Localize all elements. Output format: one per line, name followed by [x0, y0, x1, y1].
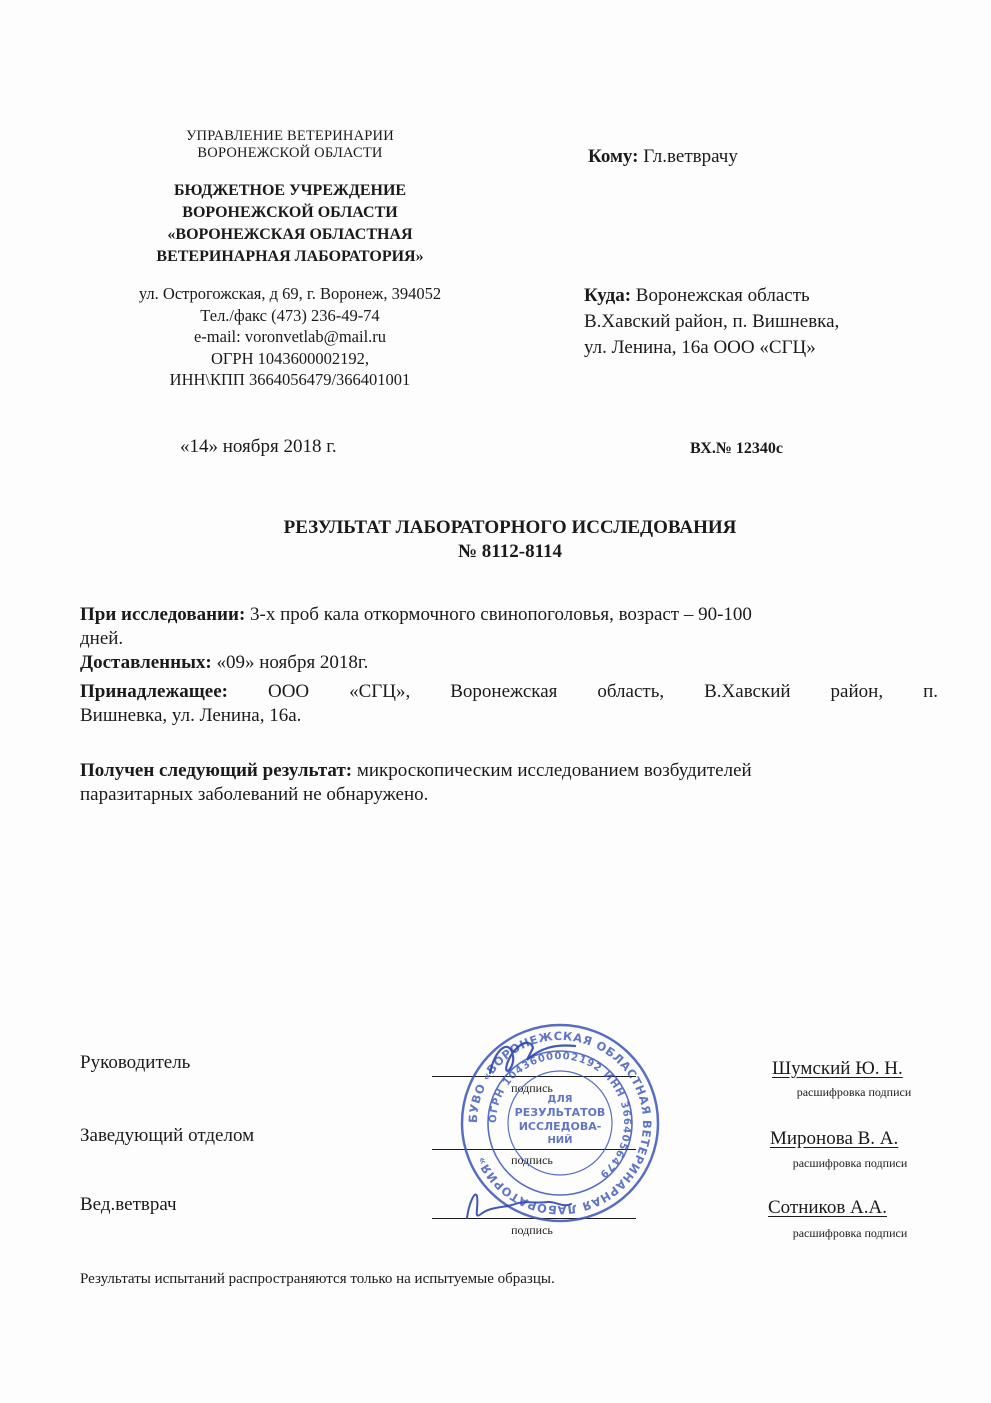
title-line-2: № 8112-8114	[457, 541, 563, 562]
delivered-label: Доставленных:	[80, 652, 212, 673]
signature-caption-vet: подпись	[511, 1223, 553, 1237]
sender-department	[140, 128, 440, 162]
name-caption-department: расшифровка подписи	[792, 1156, 908, 1170]
result-line-2: паразитарных заболеваний не обнаружено.	[80, 784, 429, 805]
stamp-center-line-2: РЕЗУЛЬТАТОВ	[514, 1106, 606, 1119]
official-stamp	[455, 1018, 665, 1228]
sender-inn: ИНН\КПП 3664056479/366401001	[169, 370, 411, 389]
incoming-number: ВХ.№ 12340с	[690, 440, 784, 457]
stamp-center-line-4: НИЙ	[547, 1135, 573, 1146]
letter-date: «14» ноября 2018 г.	[180, 436, 337, 457]
department-line-1: УПРАВЛЕНИЕ ВЕТЕРИНАРИИ	[186, 128, 394, 144]
where-line-1: Воронежская область	[635, 285, 810, 306]
signature-role-head: Руководитель	[80, 1052, 191, 1073]
sender-ogrn: ОГРН 1043600002192,	[210, 348, 370, 368]
department-line-2: ВОРОНЕЖСКОЙ ОБЛАСТИ	[197, 145, 383, 161]
recipient-where	[584, 283, 839, 361]
recipient-to	[588, 144, 738, 170]
organization-line-2: ВОРОНЕЖСКОЙ ОБЛАСТИ	[182, 204, 398, 221]
sender-email: e-mail: voronvetlab@mail.ru	[193, 327, 387, 346]
sender-contacts	[90, 283, 490, 391]
stamp-inner-ring-text: ОГРН 1043600002192 ИНН 3664056479	[487, 1050, 633, 1181]
document-title	[80, 516, 940, 564]
signature-name-head: Шумский Ю. Н.	[772, 1058, 903, 1079]
to-value: Гл.ветврачу	[643, 146, 738, 167]
where-line-3: ул. Ленина, 16а ООО «СГЦ»	[584, 337, 816, 358]
study-line-1: 3-х проб кала откормочного свинопоголовья, возраст – 90-100	[250, 604, 752, 625]
signature-name-department: Миронова В. А.	[770, 1128, 899, 1149]
where-line-2: В.Хавский район, п. Вишневка,	[584, 311, 840, 332]
owner-line-1: ООО «СГЦ», Воронежская область, В.Хавский район, п.	[267, 681, 938, 702]
name-caption-vet: расшифровка подписи	[792, 1226, 908, 1240]
organization-line-3: «ВОРОНЕЖСКАЯ ОБЛАСТНАЯ	[167, 226, 413, 243]
study-line-2: дней.	[80, 628, 124, 649]
signature-caption-department: подпись	[511, 1153, 553, 1167]
result-paragraph	[80, 759, 940, 807]
stamp-ring-text: БУВО «ВОРОНЕЖСКАЯ ОБЛАСТНАЯ ВЕТЕРИНАРНАЯ ЛАБОРАТОРИЯ»	[465, 1028, 655, 1218]
footer-disclaimer: Результаты испытаний распространяются только на испытуемые образцы.	[80, 1271, 555, 1287]
study-label: При исследовании:	[80, 604, 246, 625]
sender-address: ул. Острогожская, д 69, г. Воронеж, 394052	[138, 284, 442, 303]
signature-role-department: Заведующий отделом	[80, 1125, 255, 1146]
delivered-value: «09» ноября 2018г.	[216, 652, 369, 673]
stamp-center-line-1: ДЛЯ	[547, 1094, 573, 1105]
organization-line-4: ВЕТЕРИНАРНАЯ ЛАБОРАТОРИЯ»	[156, 248, 424, 265]
signature-name-vet: Сотников А.А.	[768, 1197, 887, 1218]
to-label: Кому:	[588, 146, 639, 167]
result-line-1: микроскопическим исследованием возбудителей	[356, 760, 752, 781]
signature-caption-head: подпись	[511, 1081, 553, 1095]
sender-phone: Тел./факс (473) 236-49-74	[200, 305, 380, 325]
owner-line-2: Вишневка, ул. Ленина, 16а.	[80, 705, 302, 726]
owner-label: Принадлежащее:	[80, 681, 228, 702]
study-paragraph	[80, 603, 940, 651]
title-line-1: РЕЗУЛЬТАТ ЛАБОРАТОРНОГО ИССЛЕДОВАНИЯ	[283, 517, 737, 538]
signature-role-vet: Вед.ветврач	[80, 1194, 177, 1215]
owner-paragraph	[80, 680, 938, 728]
organization-line-1: БЮДЖЕТНОЕ УЧРЕЖДЕНИЕ	[173, 182, 407, 199]
name-caption-head: расшифровка подписи	[796, 1085, 912, 1099]
stamp-center-line-3: ИССЛЕДОВА-	[518, 1120, 602, 1133]
result-label: Получен следующий результат:	[80, 760, 353, 781]
delivered-paragraph	[80, 651, 940, 675]
where-label: Куда:	[584, 285, 632, 306]
sender-organization	[100, 180, 480, 268]
